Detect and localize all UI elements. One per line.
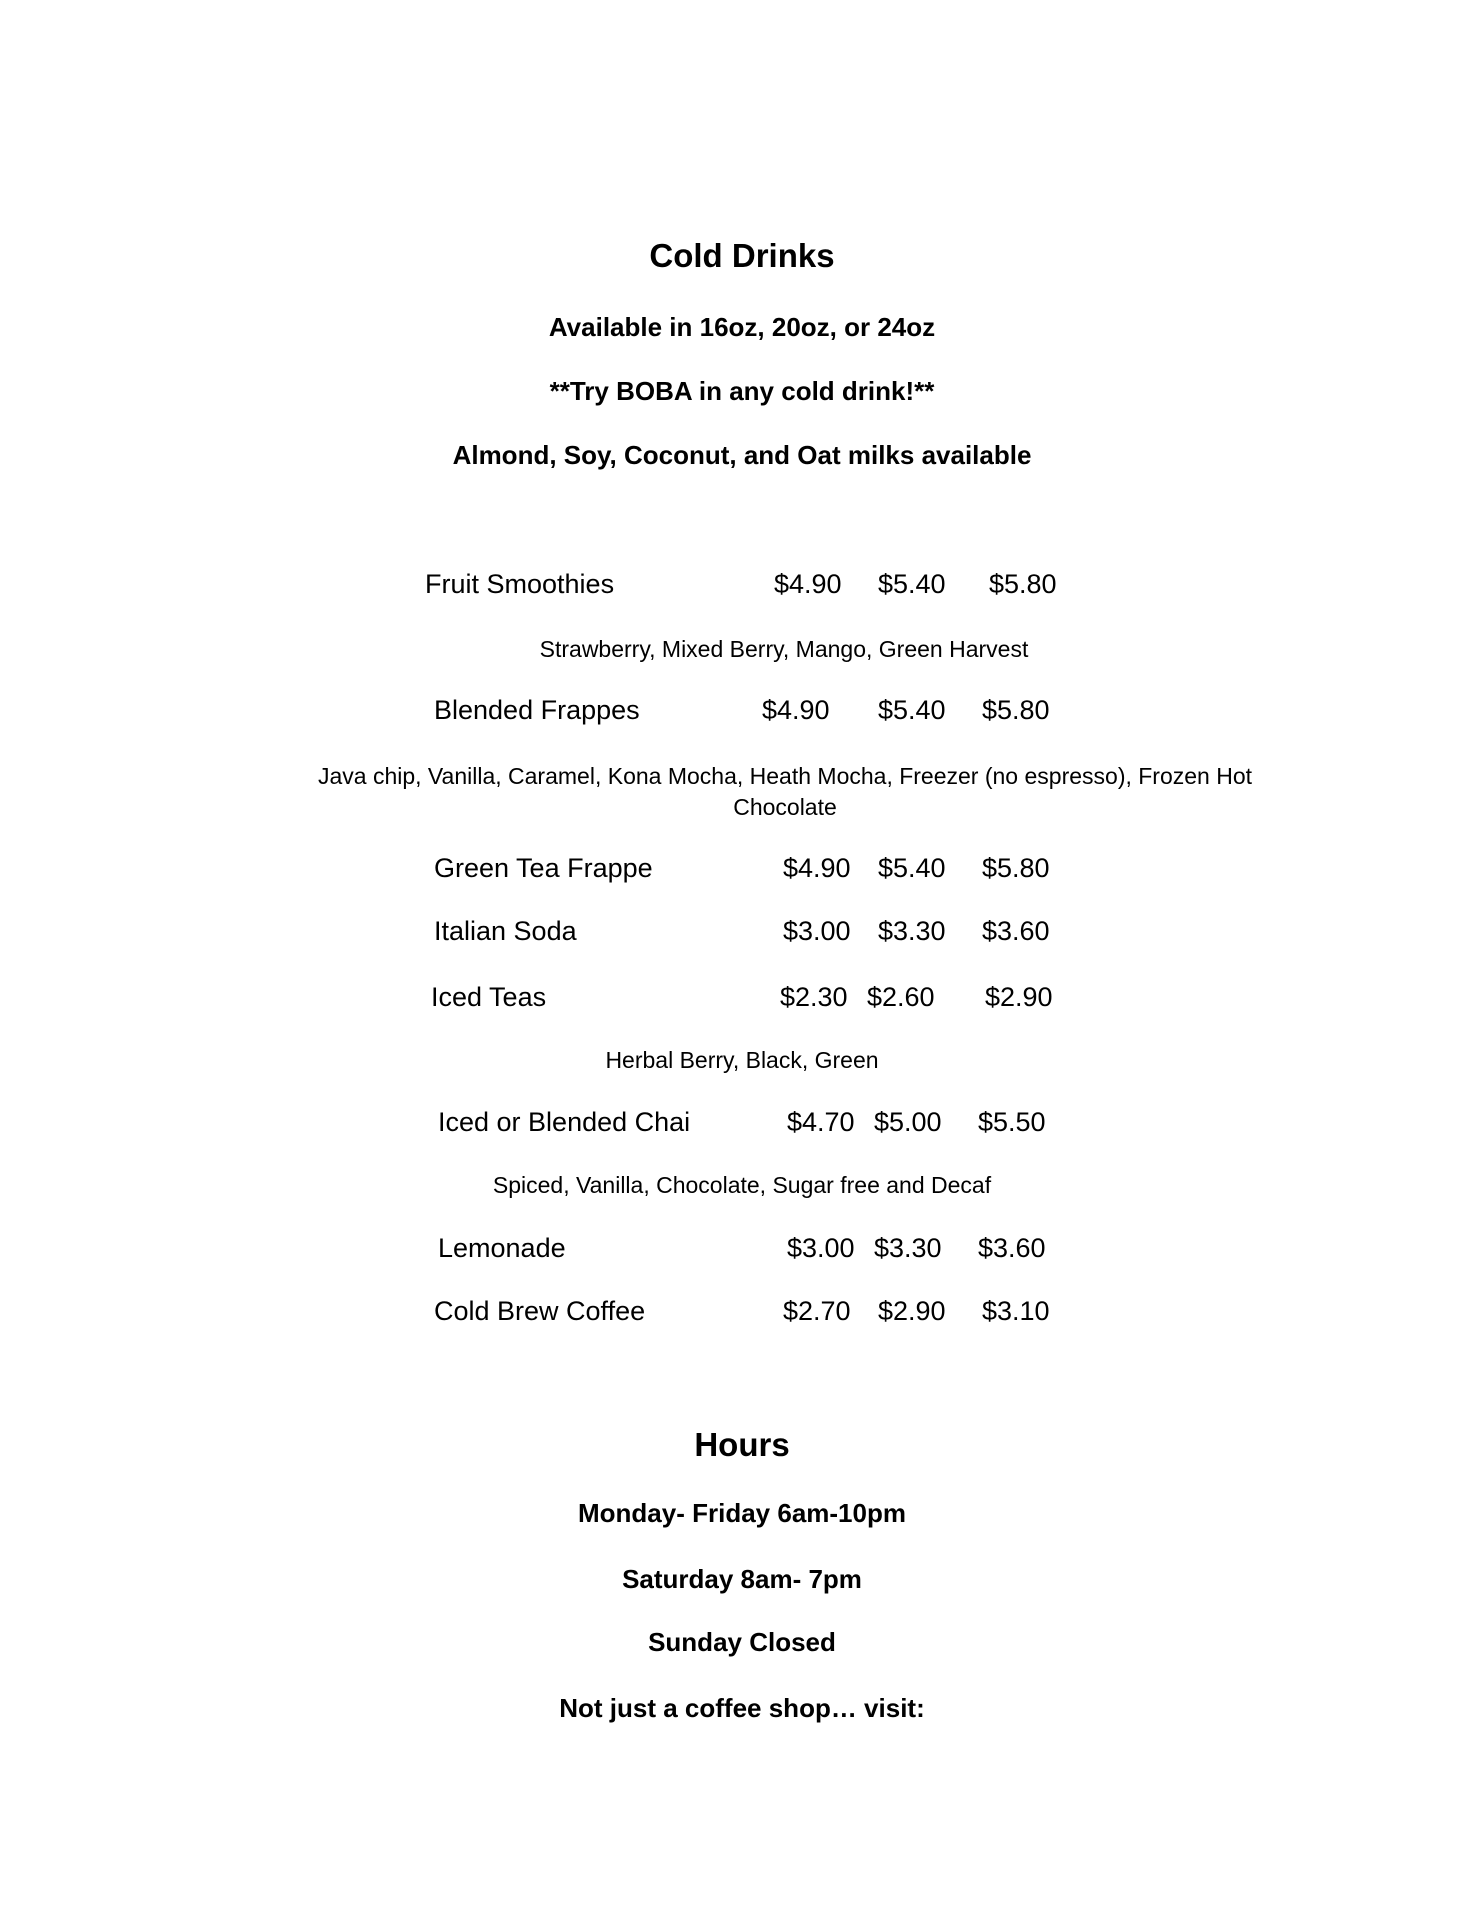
- price-16oz: $4.70: [787, 1107, 855, 1137]
- price-24oz: $3.10: [982, 1296, 1050, 1326]
- price-16oz: $4.90: [774, 569, 842, 599]
- price-20oz: $5.40: [878, 853, 946, 883]
- item-name: Lemonade: [438, 1233, 566, 1263]
- hours-title: Hours: [694, 1426, 790, 1463]
- milks-note: Almond, Soy, Coconut, and Oat milks available: [452, 440, 1032, 470]
- hours-saturday: Saturday 8am- 7pm: [622, 1564, 862, 1594]
- price-20oz: $2.60: [867, 982, 935, 1012]
- item-name: Cold Brew Coffee: [434, 1296, 646, 1326]
- item-name: Italian Soda: [434, 916, 577, 946]
- price-16oz: $2.30: [780, 982, 848, 1012]
- sizes-note: Available in 16oz, 20oz, or 24oz: [548, 312, 936, 342]
- item-description: Strawberry, Mixed Berry, Mango, Green Harvest: [539, 636, 1029, 662]
- hours-sunday: Sunday Closed: [648, 1627, 836, 1657]
- price-24oz: $5.80: [982, 853, 1050, 883]
- item-name: Iced Teas: [431, 982, 547, 1012]
- price-24oz: $2.90: [985, 982, 1053, 1012]
- price-16oz: $3.00: [787, 1233, 855, 1263]
- price-24oz: $3.60: [978, 1233, 1046, 1263]
- boba-note: **Try BOBA in any cold drink!**: [549, 376, 935, 406]
- price-20oz: $2.90: [878, 1296, 946, 1326]
- price-20oz: $5.40: [878, 695, 946, 725]
- price-24oz: $5.80: [982, 695, 1050, 725]
- item-name: Blended Frappes: [434, 695, 640, 725]
- price-24oz: $5.80: [989, 569, 1057, 599]
- price-20oz: $5.00: [874, 1107, 942, 1137]
- visit-note: Not just a coffee shop… visit:: [559, 1693, 925, 1723]
- cold-drinks-title: Cold Drinks: [649, 237, 835, 274]
- item-name: Iced or Blended Chai: [438, 1107, 691, 1137]
- item-description: Herbal Berry, Black, Green: [605, 1047, 879, 1073]
- price-20oz: $3.30: [874, 1233, 942, 1263]
- price-16oz: $4.90: [762, 695, 830, 725]
- item-name: Green Tea Frappe: [434, 853, 653, 883]
- hours-weekday: Monday- Friday 6am-10pm: [578, 1498, 906, 1528]
- price-24oz: $5.50: [978, 1107, 1046, 1137]
- price-16oz: $4.90: [783, 853, 851, 883]
- price-16oz: $2.70: [783, 1296, 851, 1326]
- price-20oz: $5.40: [878, 569, 946, 599]
- item-description: Java chip, Vanilla, Caramel, Kona Mocha, Heath Mocha, Freezer (no espresso), Frozen Hot Chocolate: [317, 763, 1253, 820]
- item-name: Fruit Smoothies: [425, 569, 615, 599]
- price-20oz: $3.30: [878, 916, 946, 946]
- price-16oz: $3.00: [783, 916, 851, 946]
- price-24oz: $3.60: [982, 916, 1050, 946]
- item-description: Spiced, Vanilla, Chocolate, Sugar free and Decaf: [492, 1172, 992, 1198]
